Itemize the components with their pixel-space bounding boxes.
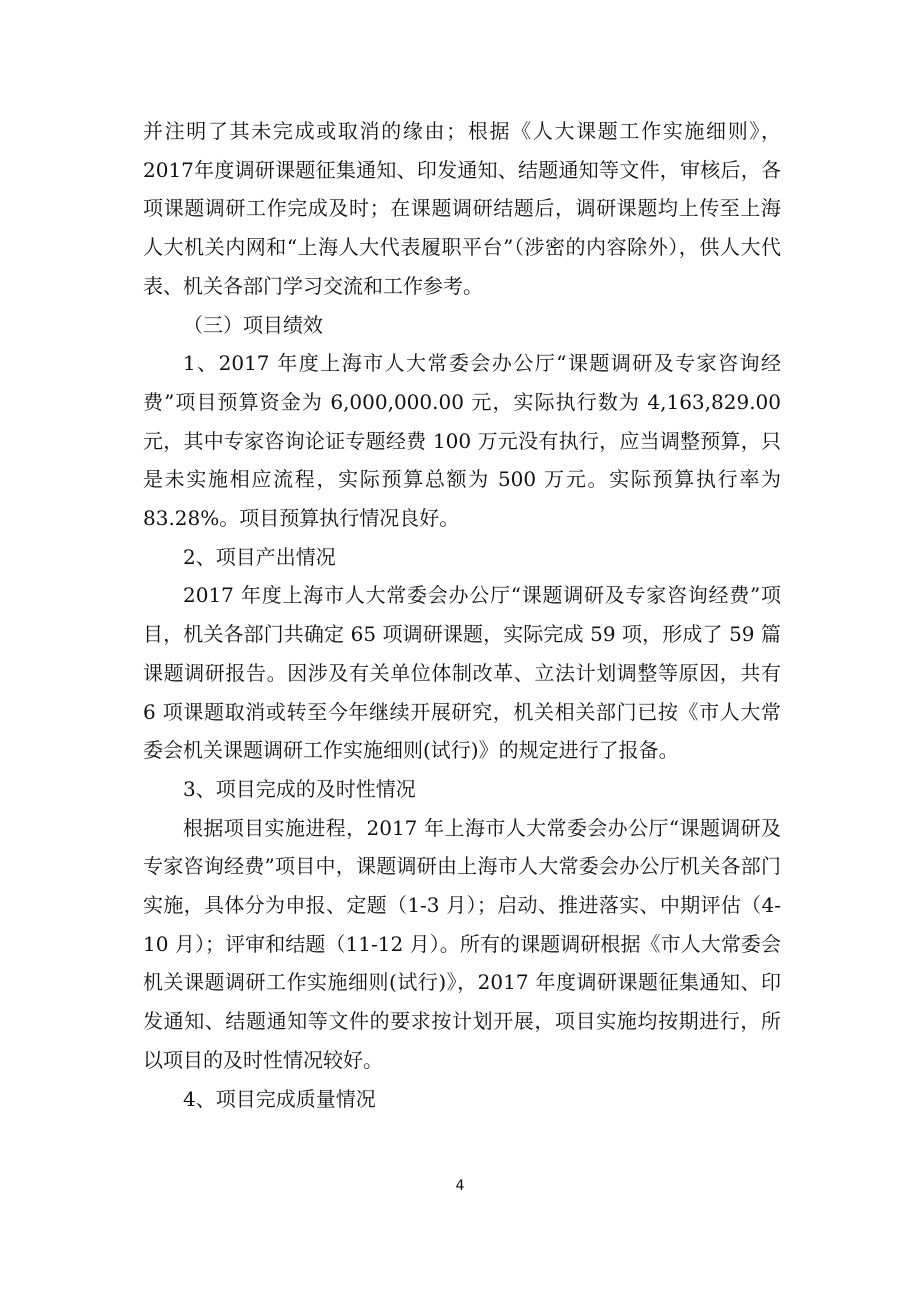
section-heading-project-performance: （三）项目绩效 (183, 312, 323, 337)
paragraph-output: 2017 年度上海市人大常委会办公厅“课题调研及专家咨询经费”项目，机关各部门共确定 65 项调研课题，实际完成 59 项，形成了 59 篇课题调研报告。因涉及有关单位体制改革、立法计划调整等原因，共有 6 项课题取消或转至今年继续开展研究，机关相关部门已按《市人大常委会机关课题调研工作实施细则(试行)》的规定进行了报备。 (143, 583, 781, 763)
paragraph-timeliness: 根据项目实施进程，2017 年上海市人大常委会办公厅“课题调研及专家咨询经费”项目中，课题调研由上海市人大常委会办公厅机关各部门实施，具体分为申报、定题（1-3 月）；启动、推进落实、中期评估（4-10 月）；评审和结题（11-12 月）。所有的课题调研根据《市人大常委会机关课题调研工作实施细则(试行)》，2017 年度调研课题征集通知、印发通知、结题通知等文件的要求按计划开展，项目实施均按期进行，所以项目的及时性情况较好。 (143, 815, 781, 1072)
page-number: 4 (455, 1178, 465, 1194)
subheading-timeliness: 3、项目完成的及时性情况 (183, 776, 416, 801)
paragraph-budget-execution: 1、2017 年度上海市人大常委会办公厅“课题调研及专家咨询经费”项目预算资金为 6,000,000.00 元，实际执行数为 4,163,829.00 元，其中专家咨询论证专题经费 100 万元没有执行，应当调整预算，只是未实施相应流程，实际预算总额为 500 万元。实际预算执行率为 83.28%。项目预算执行情况良好。 (143, 351, 781, 531)
subheading-quality: 4、项目完成质量情况 (183, 1086, 376, 1111)
paragraph-intro: 并注明了其未完成或取消的缘由；根据《人大课题工作实施细则》，2017年度调研课题征集通知、印发通知、结题通知等文件，审核后，各项课题调研工作完成及时；在课题调研结题后，调研课题均上传至上海人大机关内网和“上海人大代表履职平台”（涉密的内容除外），供人大代表、机关各部门学习交流和工作参考。 (143, 119, 781, 298)
subheading-output: 2、项目产出情况 (183, 544, 336, 569)
document-body (143, 112, 781, 1118)
